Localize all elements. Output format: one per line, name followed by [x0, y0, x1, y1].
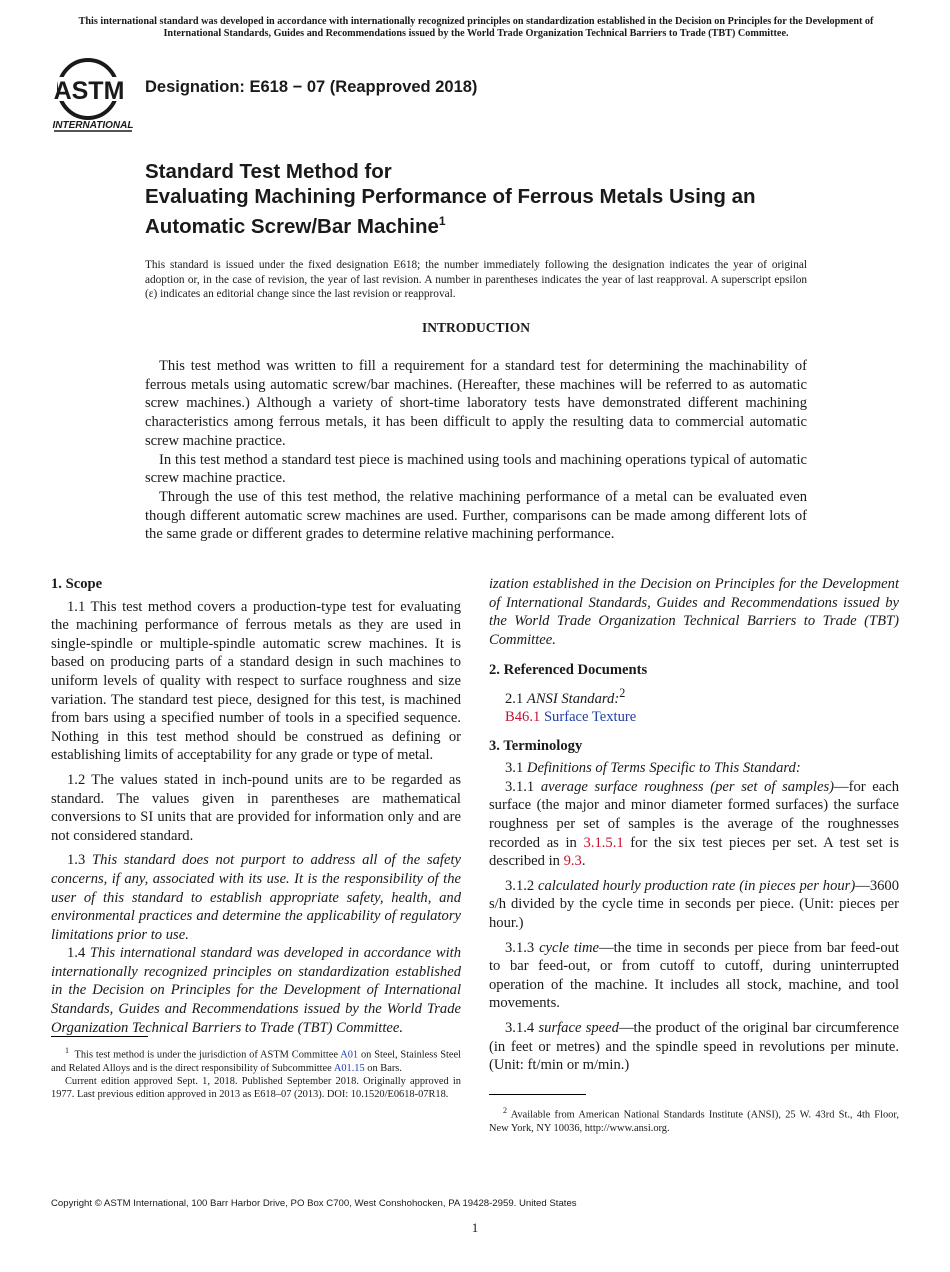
- term-3-1-2: 3.1.2 calculated hourly production rate (in pieces per hour)—3600 s/h divided by the cycle time in seconds per piece. (Unit: pieces per hour.): [489, 877, 899, 931]
- referenced-documents-heading: 2. Referenced Documents: [489, 662, 648, 678]
- logo-org-text: INTERNATIONAL: [52, 120, 134, 131]
- ref-footnote-2[interactable]: 2: [619, 685, 626, 700]
- term-3-1: 3.1 Definitions of Terms Specific to This Standard:: [505, 760, 801, 777]
- subcommittee-a01-15-link[interactable]: A01.15: [333, 1062, 365, 1074]
- title-line-2: [145, 185, 845, 240]
- title-line-1: Standard Test Method for: [145, 160, 392, 183]
- scope-continuation: [489, 575, 899, 651]
- right-column: [489, 575, 899, 1081]
- edition-note: Current edition approved Sept. 1, 2018. Published September 2018. Originally approved in 1977. Last previous edition approved in 2013 as E618–07 (2013). DOI: 10.1520/E0618-07R18.: [51, 1075, 461, 1101]
- scope-1-2: 1.2 The values stated in inch-pound units are to be regarded as standard. The values given in parentheses are mathematical conversions to SI units that are provided for information only and are not considered standard.: [51, 771, 461, 844]
- committee-a01-link[interactable]: A01: [340, 1049, 359, 1061]
- designation: Designation: E618 − 07 (Reapproved 2018): [145, 78, 478, 96]
- footnote-rule-left: [51, 1036, 148, 1037]
- scope-heading: 1. Scope: [51, 576, 103, 592]
- scope-1-3: 1.3 This standard does not purport to address all of the safety concerns, if any, associated with its use. It is the responsibility of the user of this standard to establish appropriate safety, health, and environmental practices and determine the applicability of regulatory limitations prior to use.: [51, 852, 461, 943]
- footnotes-right: [489, 1104, 899, 1135]
- scope-1-4: 1.4 This international standard was developed in accordance with internationally recognized principles on standardization established in the Decision on Principles for the Development of International Standards, Guides and Recommendations issued by the World Trade Organization Technical Barriers to Trade (TBT) Committee.: [51, 945, 462, 1036]
- standard-note: This standard is issued under the fixed designation E618; the number immediately following the designation indicates the year of original adoption or, in the case of revision, the year of last revision. A number in parentheses indicates the year of last reapproval. A superscript epsilon (ε) indicates an editorial change since the last revision or reapproval.: [145, 259, 807, 300]
- ref-2-1: 2.1 ANSI Standard:$^2$: [505, 685, 626, 707]
- wto-notice: This international standard was developed in accordance with internationally recognized principles on standardization established in the Decision on Principles for the Development of International Standards, Guides and Recommendations issued by the World Trade Organization Technical Barriers to Trade (TBT) Committee.: [78, 16, 874, 39]
- scope-1-4-tail: ization established in the Decision on Principles for the Development of International Standards, Guides and Recommendations issued by the World Trade Organization Technical Barriers to Trade (TBT) Committee.: [489, 576, 899, 648]
- ref-doc-code-link[interactable]: B46.1: [505, 709, 541, 726]
- scope-1-1: 1.1 This test method covers a production-type test for evaluating the machining performance of ferrous metals as they are used in single-spindle or multiple-spindle automatic screw machines. It is based on producing parts of a standard design in such machines to uniform levels of quality with respect to surface roughness and size variation. The standard test piece, designed for this test, is machined from bars using a specified number of tools in a specified sequence. Nothing in this test method should be construed as defining or establishing limits of acceptability for any grade or type of metal.: [51, 598, 461, 764]
- term-3-1-1: 3.1.1 average surface roughness (per set of samples)—for each surface (the major and minor diameter formed surfaces) the surface roughness per set of samples is the average of the roughnesses recorded as in 3.1.5.1 for the six test pieces per set. A test set is described in 9.3.: [489, 778, 899, 870]
- term-link-3-1-5-1[interactable]: 3.1.5.1: [583, 834, 624, 851]
- left-column: [51, 575, 462, 1036]
- footnote-1: $^1$ This test method is under the jurisdiction of ASTM Committee A01 on Steel, Stainless Steel and Related Alloys and is the direct responsibility of Subcommittee A01.15 on Bars.: [51, 1046, 461, 1074]
- footnotes-left: [51, 1044, 461, 1101]
- logo-mark-text: ASTM: [53, 77, 125, 105]
- introduction-body: [145, 357, 807, 544]
- term-3-1-3: 3.1.3 cycle time—the time in seconds per piece from bar feed-out to bar feed-out, or from cutoff to cutoff, during uninterrupted operation of the machine. It includes all stock, machine, and tool movements.: [489, 939, 899, 1012]
- introduction-heading: INTRODUCTION: [421, 320, 530, 335]
- intro-paragraph: In this test method a standard test piece is machined using tools and machining operations typical of automatic screw machine practice.: [145, 451, 807, 487]
- document-title: [145, 160, 845, 239]
- terminology-heading: 3. Terminology: [489, 737, 583, 754]
- astm-logo-icon: [52, 55, 134, 135]
- intro-paragraph: This test method was written to fill a requirement for a standard test for determining the machinability of ferrous metals using automatic screw/bar machines. (Hereafter, these machines will be referred to as automatic screw machines.) Although a variety of short-time laboratory tests have demonstrated different machining characteristics among ferrous metals, it has been difficult to apply the resulting data to commercial automatic screw machine practice.: [145, 358, 807, 449]
- ref-doc-line: [489, 708, 899, 727]
- term-3-1-4: 3.1.4 surface speed—the product of the original bar circumference (in feet or metres) and the spindle speed in revolutions per minute. (Unit: ft/min or m/min.): [489, 1019, 900, 1074]
- ref-doc-title-link[interactable]: Surface Texture: [543, 709, 637, 726]
- footnote-2: $^2$ Available from American National Standards Institute (ANSI), 25 W. 43rd St., 4th Floor, New York, NY 10036, http://www.ansi.org.: [489, 1106, 899, 1134]
- title-main: Evaluating Machining Performance of Ferrous Metals Using an Automatic Screw/Bar Machine: [145, 184, 756, 238]
- term-link-9-3[interactable]: 9.3: [563, 853, 582, 870]
- astm-logo: [52, 55, 134, 135]
- page-number: 1: [471, 1220, 479, 1235]
- title-footnote-ref[interactable]: 1: [438, 214, 446, 228]
- footnote-rule-right: [489, 1094, 586, 1095]
- copyright: Copyright © ASTM International, 100 Barr Harbor Drive, PO Box C700, West Conshohocken, PA 19428-2959. United States: [51, 1198, 577, 1209]
- intro-paragraph: Through the use of this test method, the relative machining performance of a metal can be evaluated even though different automatic screw machines are used. Further, comparisons can be made among different lots of the same grade or different grades to determine relative machining performance.: [145, 488, 807, 543]
